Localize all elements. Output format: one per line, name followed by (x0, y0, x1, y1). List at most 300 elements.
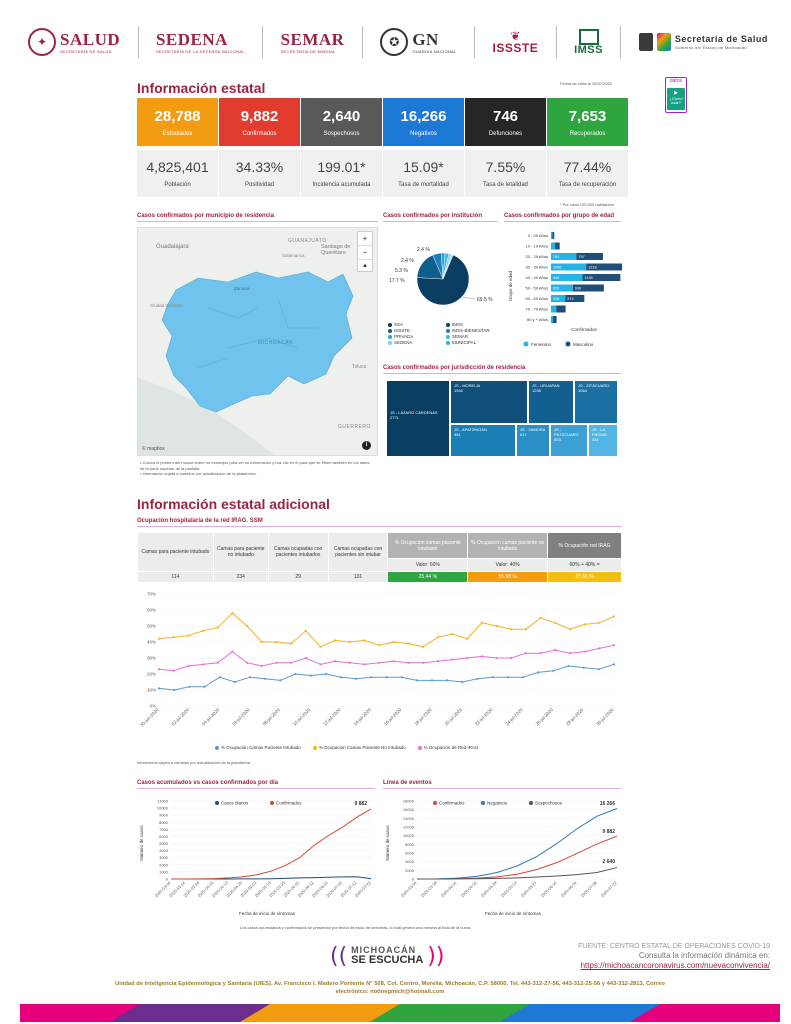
legend-item (388, 334, 440, 339)
bar-label: 761 (553, 255, 560, 259)
data-point[interactable] (422, 662, 424, 664)
data-point[interactable] (187, 665, 189, 667)
y-tick-label: 0 (411, 876, 414, 882)
legend-label: PRIVADA (394, 334, 414, 339)
data-point[interactable] (363, 639, 365, 641)
legend-dot (388, 335, 392, 339)
bar-label: 1218 (588, 265, 597, 270)
data-point[interactable] (378, 662, 380, 664)
map-place-label: Zamora (234, 286, 250, 291)
logo-text: IMSS (574, 43, 603, 56)
occupancy-legend (215, 745, 478, 750)
data-point[interactable] (279, 679, 281, 681)
age-y-label: Grupo de edad (508, 270, 513, 302)
stat-value: 2,640 (322, 107, 361, 125)
data-point[interactable] (416, 679, 418, 681)
table-row (138, 572, 622, 583)
data-point[interactable] (446, 679, 448, 681)
target-value: 60% + 40% = (548, 559, 622, 572)
y-tick-label: 1000 (159, 869, 168, 875)
data-point[interactable] (290, 662, 292, 664)
bar-label: 1056 (553, 265, 562, 270)
zoom-in-button[interactable]: + (362, 234, 368, 243)
data-point[interactable] (275, 641, 277, 643)
data-point[interactable] (393, 660, 395, 662)
data-point[interactable] (522, 676, 524, 678)
stat-value: 16,266 (400, 107, 447, 125)
legend-dot (433, 801, 437, 805)
y-tick-label: 3000 (159, 855, 168, 861)
data-point[interactable] (510, 628, 512, 630)
x-tick-label: 2020-07-08 (579, 880, 598, 899)
stat-value: 7,653 (568, 107, 607, 125)
occupancy-table (137, 532, 622, 583)
data-point[interactable] (407, 662, 409, 664)
data-point[interactable] (431, 679, 433, 681)
bar-label: 930 (574, 286, 582, 291)
bar-femenino[interactable] (551, 243, 555, 250)
data-point[interactable] (451, 659, 453, 661)
gn-logo (380, 28, 456, 56)
eagle-icon: ✪ (380, 28, 408, 56)
treemap-tile[interactable] (516, 424, 550, 457)
address-line: Unidad de Inteligencia Epidemiológica y Sanitaria (UIES). Av. Francisco I. Madero Poniente N° 508, Col. Centro, Morelia, Michoacán, C.P. 58000. Tel. 443-312-27-56, 443-312-25-56 y 443-312-2813, Correo (115, 981, 665, 987)
x-tick-label: 2020-05-13 (253, 880, 272, 899)
treemap-tile[interactable] (528, 380, 574, 424)
legend-label: MUNICIPAL (452, 340, 477, 345)
data-point[interactable] (584, 623, 586, 625)
map-place-label: GUANAJUATO (288, 238, 327, 244)
zoom-out-button[interactable]: − (358, 245, 372, 259)
legend-item (446, 340, 498, 345)
legend-label: % Ocupación Camas Paciente No Intubado (318, 745, 406, 750)
x-axis-label: Fecha de inicio de síntomas (484, 911, 542, 916)
table-header-row (138, 533, 622, 559)
data-point[interactable] (554, 622, 556, 624)
treemap-tile[interactable] (574, 380, 618, 424)
indicator-label: Población (164, 182, 191, 188)
x-tick-label: 2020-04-15 (459, 880, 478, 899)
data-point[interactable] (340, 676, 342, 678)
legend-dot (446, 341, 450, 345)
mapbox-credit: © mapbox (142, 446, 165, 452)
legend-item (418, 745, 479, 750)
stat-label: Defunciones (488, 130, 523, 137)
data-point[interactable] (540, 652, 542, 654)
data-point[interactable] (451, 633, 453, 635)
sound-wave-icon: )) (427, 943, 445, 969)
data-point[interactable] (334, 639, 336, 641)
logo-subtext: Gobierno del Estado de Michoacán (674, 44, 747, 50)
stat-value: 746 (492, 107, 519, 125)
treemap-tile[interactable] (386, 380, 450, 457)
logo-text: SEMAR (280, 29, 345, 49)
y-tick-label: 6000 (159, 833, 168, 839)
data-point[interactable] (569, 628, 571, 630)
stat-card-negativos (383, 98, 464, 146)
map-place-label: MICHOACÁN (258, 340, 294, 346)
data-point[interactable] (466, 638, 468, 640)
legend-dot (446, 323, 450, 327)
stat-card-sospechosos (301, 98, 382, 146)
x-tick-label: 2020-04-29 (479, 880, 498, 899)
age-tick-label: 40 - 49 Años (525, 275, 548, 280)
indicator-value: 15.09* (403, 159, 444, 175)
map-note-text: Información sujeta a cambios por actualización de la plataforma. (142, 471, 257, 477)
status-cell-orange: 55.98 % (468, 572, 548, 583)
map-place-label: Ciudad Guzmán (150, 303, 183, 308)
data-point[interactable] (305, 630, 307, 632)
tile-value: 981 (454, 431, 461, 437)
stat-label: Confirmados (242, 130, 277, 137)
data-point[interactable] (173, 670, 175, 672)
treemap-tile[interactable] (550, 424, 588, 457)
data-point[interactable] (246, 625, 248, 627)
data-point[interactable] (203, 686, 205, 688)
issste-logo (493, 30, 539, 54)
bar-masculino[interactable] (553, 232, 555, 239)
x-tick-label: 2020-06-12 (296, 880, 315, 899)
datos-button[interactable] (665, 77, 687, 113)
slice-label: 2.4 % (417, 247, 430, 253)
leader-line (463, 297, 475, 299)
x-tick-label: 2020-03-24 (182, 880, 201, 899)
stat-card-confirmados (219, 98, 300, 146)
map-note-text: Coloca el puntero del mouse sobre un municipio para ver su información y haz clic en él para que se filtren también en los datos de la parte superior de la pantalla. (140, 460, 370, 471)
map-title: Casos confirmados por municipio de residencia (137, 213, 378, 222)
slice-label: 2.4 % (401, 258, 414, 264)
legend-label: Femenino (531, 342, 552, 347)
logo-bar (28, 20, 768, 64)
x-tick-label: 28-jul-2020 (564, 707, 585, 727)
data-point[interactable] (481, 622, 483, 624)
data-point[interactable] (537, 671, 539, 673)
legend-label: IMSS (452, 322, 464, 327)
data-point[interactable] (378, 644, 380, 646)
y-tick-label: 10% (146, 687, 156, 693)
indicator-label: Positividad (244, 182, 274, 188)
data-point[interactable] (492, 676, 494, 678)
data-point[interactable] (264, 678, 266, 680)
data-point[interactable] (481, 655, 483, 657)
column-header: Camas ocupadas con pacientes sin intubar (328, 533, 388, 572)
tile-name: JS - LA PIEDAD (592, 427, 607, 437)
map-place-label: Guadalajara (156, 244, 189, 250)
institution-title: Casos confirmados por institución (383, 213, 498, 222)
data-point[interactable] (217, 627, 219, 629)
y-tick-label: 10000 (402, 833, 414, 839)
data-point[interactable] (584, 651, 586, 653)
source-link[interactable]: https://michoacancoronavirus.com/nuevaconvivencia/ (580, 961, 770, 971)
bar-label: 946 (553, 276, 560, 280)
data-point[interactable] (540, 617, 542, 619)
institution-legend (388, 322, 498, 345)
legend-dot (388, 341, 392, 345)
brand-line2: SE ESCUCHA (351, 953, 424, 966)
data-point[interactable] (422, 646, 424, 648)
x-tick-label: 22-jul-2020 (473, 707, 494, 727)
data-point[interactable] (202, 630, 204, 632)
stat-value: 9,882 (240, 107, 279, 125)
age-tick-label: 50 - 59 Años (525, 285, 548, 291)
tile-value: 1942 (454, 387, 463, 393)
legend-label: Sospechosos (535, 800, 563, 806)
stat-label: Estudiados (162, 130, 193, 137)
y-tick-label: 16000 (402, 807, 414, 813)
y-axis-label: Número de casos (385, 825, 390, 861)
tile-value: 617 (520, 431, 527, 437)
y-tick-label: 0 (165, 876, 168, 882)
data-point[interactable] (407, 643, 409, 645)
map-controls[interactable] (357, 231, 373, 272)
x-tick-label: 2020-05-23 (267, 880, 286, 899)
data-point[interactable] (393, 641, 395, 643)
map-place-label: Santiago de Querétaro (321, 244, 351, 256)
indicator-card (383, 150, 464, 197)
data-point[interactable] (461, 681, 463, 683)
x-tick-label: 2020-05-13 (499, 880, 518, 899)
data-point[interactable] (173, 636, 175, 638)
data-point[interactable] (349, 641, 351, 643)
data-point[interactable] (319, 663, 321, 665)
data-point[interactable] (552, 670, 554, 672)
x-tick-label: 2020-06-24 (559, 880, 578, 899)
data-point[interactable] (290, 643, 292, 645)
x-tick-label: 02-jul-2020 (170, 707, 191, 727)
indicator-value: 4,825,401 (146, 159, 209, 175)
semar-logo (281, 31, 345, 54)
y-tick-label: 2000 (159, 862, 168, 868)
divider (620, 26, 621, 58)
bar-masculino[interactable] (555, 243, 560, 250)
treemap-tile[interactable] (588, 424, 618, 457)
stat-label: Recuperados (569, 130, 606, 137)
x-tick-label: 2020-07-22 (353, 880, 372, 899)
tile-name: JS - ZAMORA (520, 427, 546, 432)
data-point[interactable] (385, 676, 387, 678)
x-tick-label: 2020-07-12 (339, 880, 358, 899)
indicator-card (301, 150, 382, 197)
divider (474, 26, 475, 58)
age-tick-label: 80 y + Años (526, 317, 548, 322)
legend-item (388, 340, 440, 345)
data-point[interactable] (261, 665, 263, 667)
data-point[interactable] (231, 612, 233, 614)
data-point[interactable] (363, 663, 365, 665)
age-tick-label: 0 - 09 Años (527, 233, 548, 238)
k-logo-icon (657, 33, 671, 51)
data-point[interactable] (495, 625, 497, 627)
data-point[interactable] (334, 660, 336, 662)
age-tick-label: 30 - 39 Años (525, 264, 548, 270)
y-tick-label: 8000 (405, 841, 414, 847)
bar-masculino[interactable] (556, 306, 565, 313)
data-point[interactable] (495, 657, 497, 659)
data-point[interactable] (613, 615, 615, 617)
bar-label: 428 (553, 297, 560, 301)
indicator-value: 77.44% (563, 159, 612, 175)
logo-subtext: SECRETARÍA DE LA DEFENSA NACIONAL (155, 48, 245, 54)
data-point[interactable] (158, 638, 160, 640)
legend-item (446, 334, 498, 339)
indicator-label: Incidencia acumulada (312, 182, 371, 188)
x-tick-label: 2020-03-04 (399, 880, 418, 899)
legend-label: IMSS-BIENESTAR (452, 328, 490, 333)
data-point[interactable] (187, 635, 189, 637)
bar-femenino[interactable] (551, 316, 553, 323)
treemap-tile[interactable] (450, 424, 516, 457)
tile-name: JS - PÁTZCUARO (554, 427, 579, 437)
end-label: 9 882 (602, 829, 615, 835)
data-point[interactable] (234, 681, 236, 683)
data-point[interactable] (188, 686, 190, 688)
series-line (417, 836, 617, 879)
legend-dot (313, 746, 317, 750)
footer-source (470, 942, 770, 972)
data-point[interactable] (598, 668, 600, 670)
indicator-value: 199.01* (317, 159, 366, 175)
legend-dot (446, 335, 450, 339)
play-icon: ▶ (674, 90, 678, 96)
x-tick-label: 2020-07-02 (325, 880, 344, 899)
data-point[interactable] (525, 652, 527, 654)
legend-item (313, 745, 406, 750)
x-tick-label: 10-jul-2020 (291, 707, 312, 727)
section-title-additional: Información estatal adicional (137, 496, 330, 512)
legend-label: % Ocupación de Red IRAG (423, 745, 479, 750)
series-line (417, 809, 617, 879)
data-point[interactable] (217, 662, 219, 664)
issste-emblem-icon: ❦ (510, 29, 521, 43)
legend-label: SSA (394, 322, 404, 327)
tile-value: 434 (592, 436, 599, 442)
data-point[interactable] (219, 676, 221, 678)
data-point[interactable] (202, 663, 204, 665)
data-point[interactable] (598, 647, 600, 649)
data-point[interactable] (510, 657, 512, 659)
tile-name: JS - ZITÁCUARO (578, 383, 610, 388)
how-to-label: ¿Cómo usar? (669, 95, 683, 105)
data-point[interactable] (349, 662, 351, 664)
map-place-label: GUERRERO (338, 424, 371, 430)
data-point[interactable] (476, 678, 478, 680)
info-icon[interactable]: i (362, 441, 371, 450)
end-label: 9 882 (354, 801, 367, 807)
data-point[interactable] (613, 644, 615, 646)
legend-label: Confirmados (439, 800, 465, 806)
stat-card-defunciones (465, 98, 546, 146)
data-point[interactable] (246, 662, 248, 664)
y-tick-label: 7000 (159, 826, 168, 832)
data-point[interactable] (567, 665, 569, 667)
data-point[interactable] (613, 663, 615, 665)
slice-label: 17.7 % (389, 278, 405, 284)
email-line: electrónico: notinegmich@hotmail.com (335, 989, 445, 996)
tile-value: 2771 (390, 414, 399, 420)
age-title: Casos confirmados por grupo de edad (504, 213, 621, 222)
x-tick-label: 18-jul-2020 (413, 707, 433, 727)
data-point[interactable] (261, 641, 263, 643)
stat-value: 28,788 (154, 107, 201, 125)
y-tick-label: 0% (149, 703, 156, 709)
age-tick-label: 60 - 69 Años (525, 296, 548, 301)
x-tick-label: 2020-06-22 (310, 880, 329, 899)
compass-button[interactable]: ▲ (358, 259, 372, 273)
target-value: Valor: 60% (388, 559, 468, 572)
data-point[interactable] (231, 651, 233, 653)
data-point[interactable] (583, 667, 585, 669)
y-tick-label: 9000 (159, 812, 168, 818)
legend-label: Negativos (487, 800, 508, 806)
data-point[interactable] (319, 646, 321, 648)
data-point[interactable] (325, 673, 327, 675)
bar-femenino[interactable] (551, 306, 556, 313)
data-point[interactable] (305, 657, 307, 659)
logo-subtext: GUARDIA NACIONAL (412, 48, 457, 54)
x-tick-label: 26-jul-2020 (534, 707, 555, 727)
y-tick-label: 4000 (159, 848, 168, 854)
bar-masculino[interactable] (553, 316, 557, 323)
cumulative-chart-title: Casos acumulados vs casos confirmados por día (137, 780, 375, 789)
michoacan-se-escucha-logo (330, 936, 465, 976)
map-note: • Coloca el puntero del mouse sobre un municipio para ver su información y haz clic en él para que se filtren también en los datos de la parte superior de la pantalla. • Información sujeta a cambios por actualización de la plataforma. (140, 460, 370, 477)
data-point[interactable] (310, 675, 312, 677)
data-point[interactable] (249, 676, 251, 678)
state-seal-icon (639, 33, 653, 51)
data-point[interactable] (598, 622, 600, 624)
x-tick-label: 2020-03-04 (153, 880, 172, 899)
bar-femenino[interactable] (551, 232, 553, 239)
data-point[interactable] (294, 673, 296, 675)
divider (262, 26, 263, 58)
logo-text: Secretaría de Salud (674, 33, 768, 44)
indicator-card (137, 150, 218, 197)
data-point[interactable] (355, 678, 357, 680)
data-point[interactable] (370, 676, 372, 678)
data-point[interactable] (569, 652, 571, 654)
x-tick-label: 20-jul-2020 (443, 707, 464, 727)
logo-text: SALUD (60, 29, 121, 49)
logo-text: GN (412, 29, 439, 49)
data-point[interactable] (525, 628, 527, 630)
y-tick-label: 2000 (405, 867, 414, 873)
data-point[interactable] (158, 668, 160, 670)
how-to-video-button[interactable] (667, 88, 685, 110)
x-tick-label: 2020-03-14 (167, 880, 186, 899)
data-point[interactable] (437, 660, 439, 662)
municipality-map[interactable] (137, 227, 378, 456)
data-point[interactable] (158, 687, 160, 689)
data-point[interactable] (275, 662, 277, 664)
michoacan-salud-logo (639, 33, 768, 51)
data-point[interactable] (437, 636, 439, 638)
data-point[interactable] (401, 676, 403, 678)
data-point[interactable] (507, 676, 509, 678)
x-tick-label: 12-jul-2020 (322, 707, 342, 727)
tile-name: JS - MORELIA (454, 383, 481, 388)
logo-subtext: SECRETARÍA DE SALUD (60, 48, 112, 54)
slice-label: 5.3 % (395, 268, 408, 274)
y-tick-label: 40% (146, 639, 156, 645)
data-point[interactable] (173, 689, 175, 691)
occupancy-note: Información sujeta a cambios por actualización de la plataforma. (137, 760, 252, 765)
data-point[interactable] (554, 649, 556, 651)
x-tick-label: 2020-04-23 (225, 880, 244, 899)
age-bar-chart (504, 226, 622, 352)
treemap-tile[interactable] (450, 380, 528, 424)
divider (138, 26, 139, 58)
data-point[interactable] (466, 657, 468, 659)
